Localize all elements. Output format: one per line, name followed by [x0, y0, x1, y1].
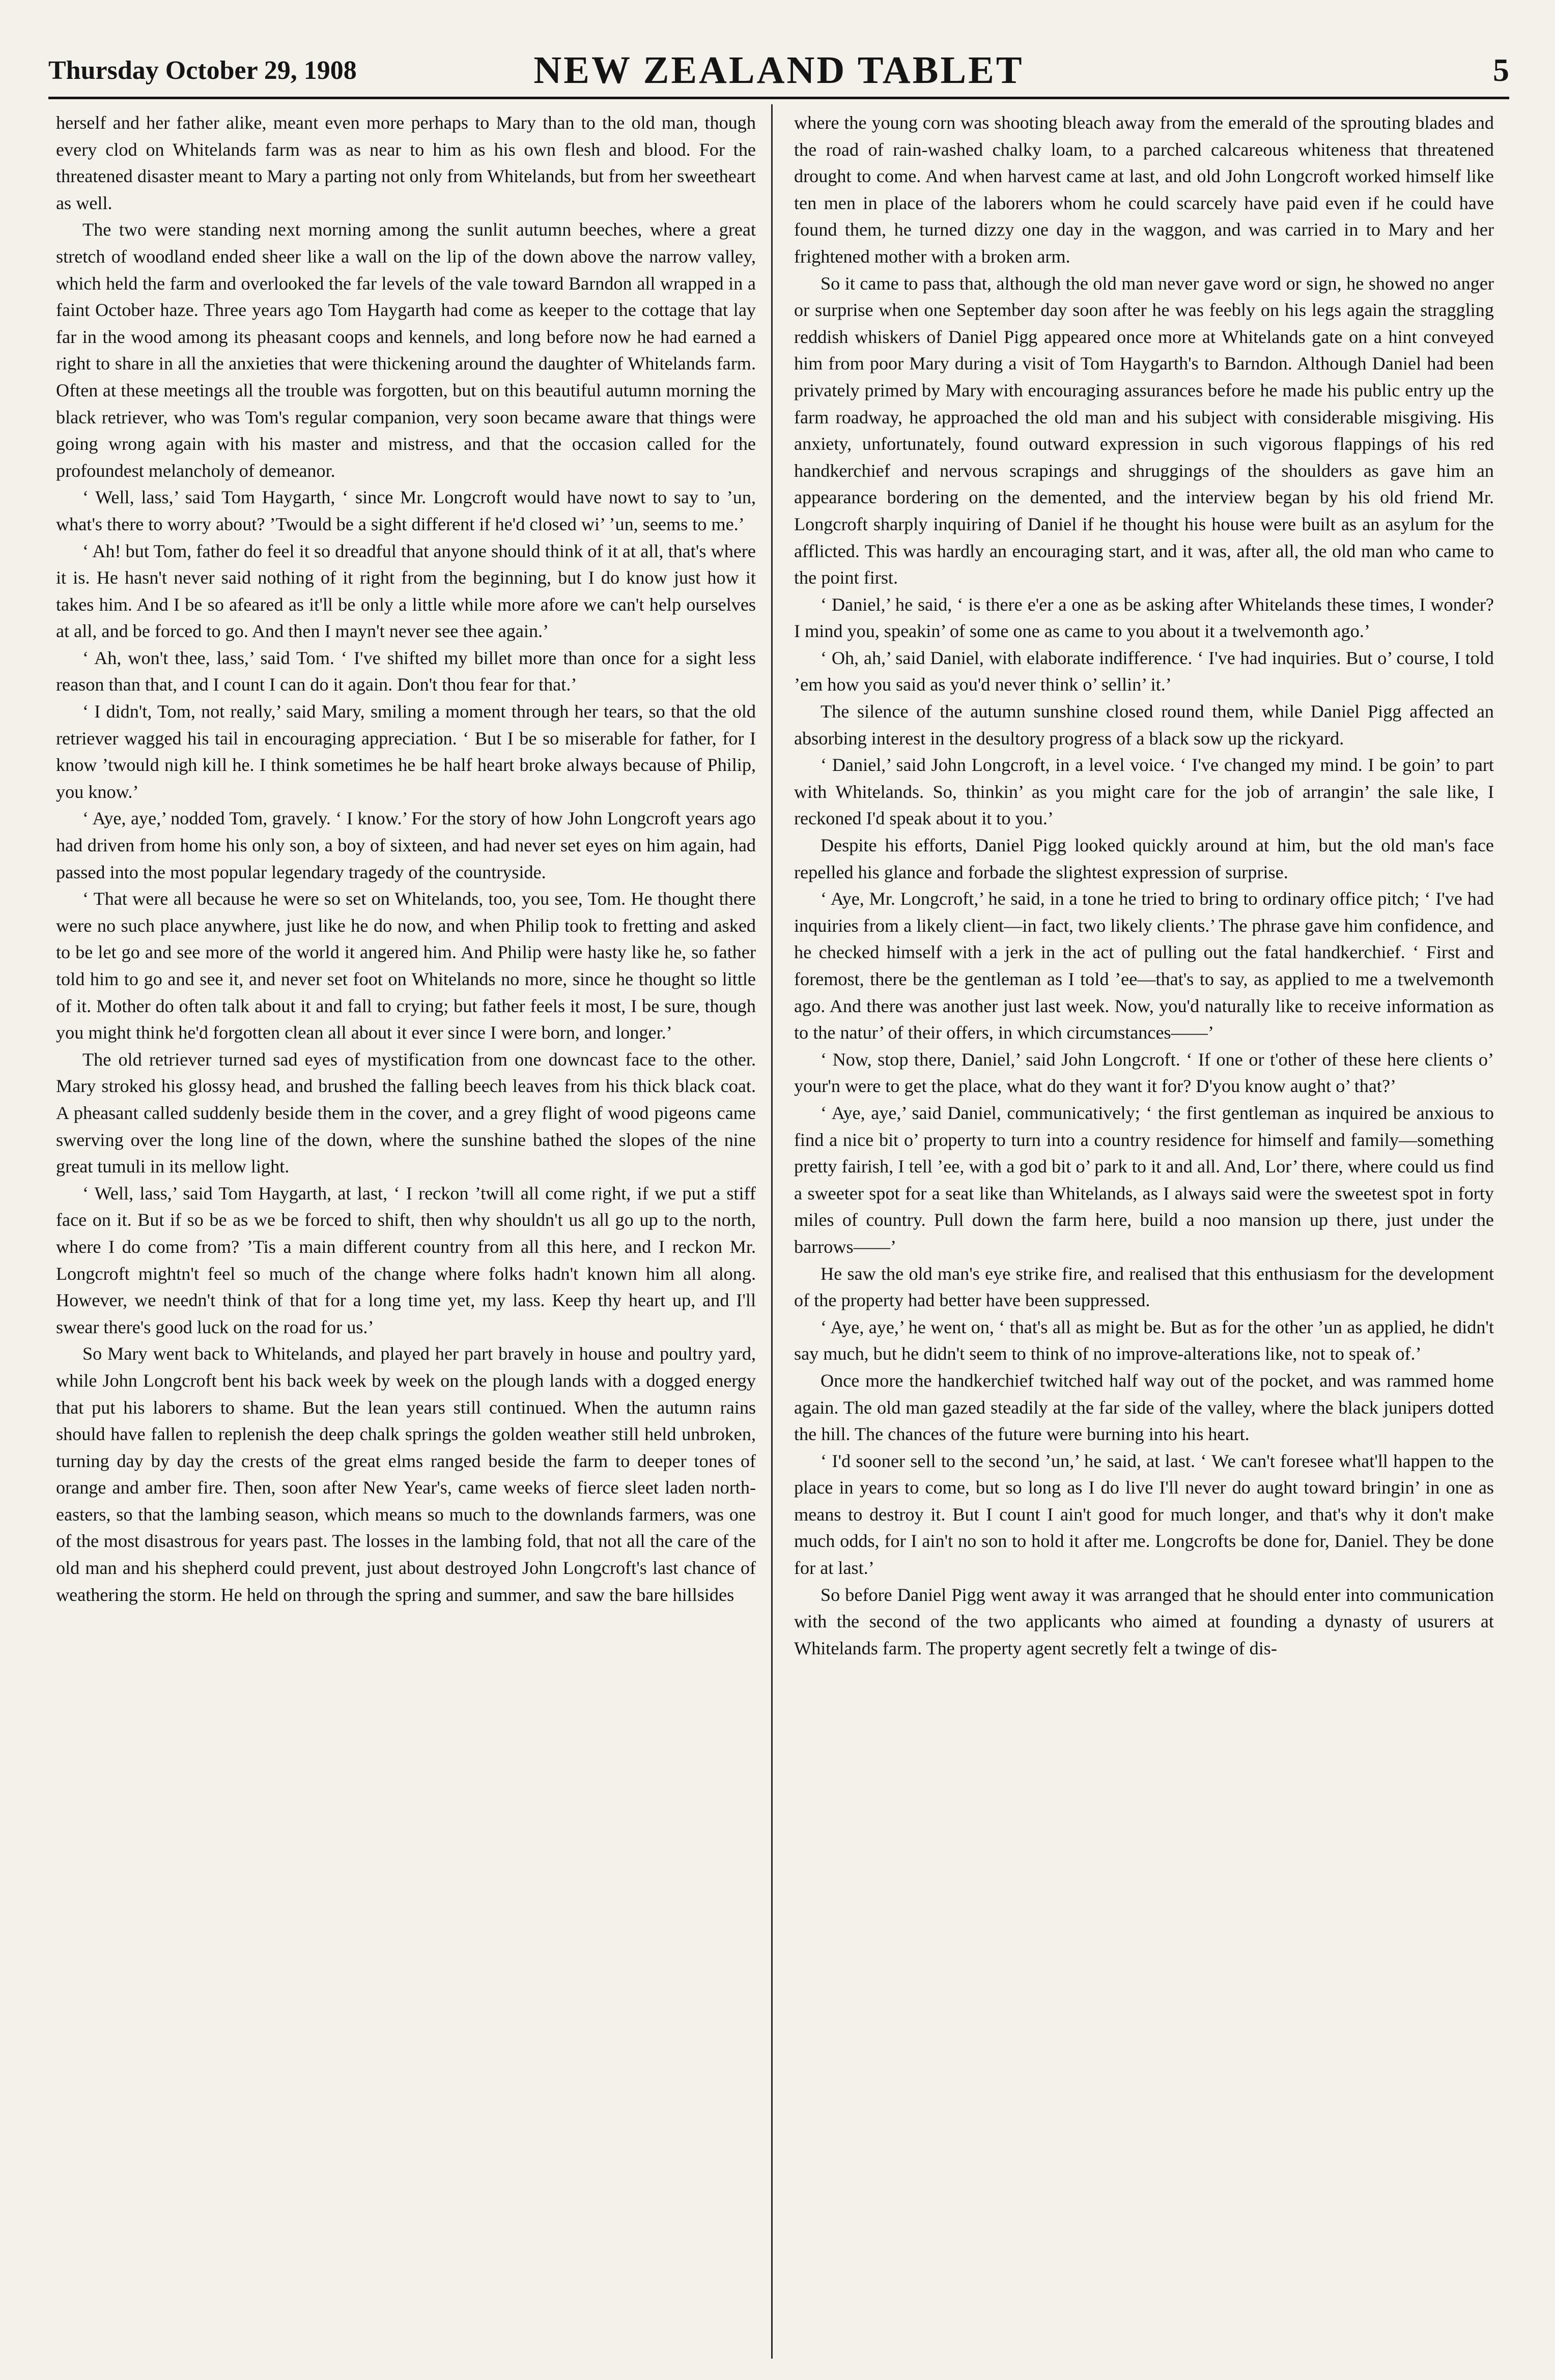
paragraph: ‘ Now, stop there, Daniel,’ said John Longcroft. ‘ If one or t'other of these here clients o’ your'n were to get the place, what do they want it for? D'you know aught o’ that?’ [794, 1049, 1494, 1097]
paragraph: ‘ Aye, aye,’ nodded Tom, gravely. ‘ I know.’ For the story of how John Longcroft years ago had driven from home his only son, a boy of sixteen, and had never set eyes on him again, had passed into the most popular legendary tragedy of the countryside. [56, 808, 756, 882]
paragraph: where the young corn was shooting bleach away from the emerald of the sprouting blades and the road of rain-washed chalky loam, to a parched calcareous whiteness that threatened drought to come. And when harvest came at last, and old John Longcroft worked himself like ten men in place of the laborers whom he could scarcely have paid even if he could have found them, he turned dizzy one day in the waggon, and was carried in to Mary and her frightened mother with a broken arm. [794, 112, 1494, 267]
paragraph: The old retriever turned sad eyes of mystification from one downcast face to the other. Mary stroked his glossy head, and brushed the falling beech leaves from his thick black coat. A pheasant called suddenly beside them in the cover, and a grey flight of wood pigeons came swerving over the long line of the down, where the sunshine bathed the slopes of the nine great tumuli in its mellow light. [56, 1049, 756, 1177]
paragraph: ‘ Ah, won't thee, lass,’ said Tom. ‘ I've shifted my billet more than once for a sight less reason than that, and I count I can do it again. Don't thou fear for that.’ [56, 647, 756, 695]
paragraph: ‘ Aye, aye,’ he went on, ‘ that's all as might be. But as for the other ’un as applied, he didn't say much, but he didn't seem to think of no improve-alterations like, not to speak of.’ [794, 1316, 1494, 1364]
paragraph: Despite his efforts, Daniel Pigg looked quickly around at him, but the old man's face repelled his glance and forbade the slightest expression of surprise. [794, 835, 1494, 882]
paragraph: The silence of the autumn sunshine closed round them, while Daniel Pigg affected an absorbing interest in the desultory progress of a black sow up the rickyard. [794, 701, 1494, 749]
paragraph: The two were standing next morning among the sunlit autumn beeches, where a great stretch of woodland ended sheer like a wall on the lip of the down above the narrow valley, which held the farm and overlooked the far levels of the vale toward Barndon all wrapped in a faint October haze. Three years ago Tom Haygarth had come as keeper to the cottage that lay far in the wood among its pheasant coops and kennels, and long before now he had earned a right to share in all the anxieties that were thickening around the daughter of Whitelands farm. Often at these meetings all the trouble was forgotten, but on this beautiful autumn morning the black retriever, who was Tom's regular companion, very soon became aware that things were going wrong again with his master and mistress, and that the occasion called for the profoundest melancholy of demeanor. [56, 219, 756, 481]
page-number: 5 [1493, 52, 1509, 88]
paragraph: ‘ That were all because he were so set on Whitelands, too, you see, Tom. He thought there were no such place anywhere, just like he do now, and when Philip took to fretting and asked to be let go and see more of the world it angered him. And Philip were hasty like he, so father told him to go and see it, and never set foot on Whitelands no more, since he thought so little of it. Mother do often talk about it and fall to crying; but father feels it most, I be sure, though you might think he'd forgotten clean all about it ever since I were born, and longer.’ [56, 888, 756, 1043]
header-rule [48, 97, 1509, 99]
paragraph: ‘ Oh, ah,’ said Daniel, with elaborate indifference. ‘ I've had inquiries. But o’ course, I told ’em how you said as you'd never think o’ sellin’ it.’ [794, 647, 1494, 695]
paragraph: So before Daniel Pigg went away it was arranged that he should enter into communication with the second of the two applicants who aimed at founding a dynasty of usurers at Whitelands farm. The property agent secretly felt a twinge of dis- [794, 1584, 1494, 1658]
paragraph: ‘ Daniel,’ said John Longcroft, in a level voice. ‘ I've changed my mind. I be goin’ to part with Whitelands. So, thinkin’ as you might care for the job of arrangin’ the sale like, I reckoned I'd speak about it to you.’ [794, 755, 1494, 829]
paragraph: ‘ I didn't, Tom, not really,’ said Mary, smiling a moment through her tears, so that the old retriever wagged his tail in encouraging appreciation. ‘ But I be so miserable for father, for I know ’twould nigh kill he. I think sometimes he be half heart broke always because of Philip, you know.’ [56, 701, 756, 802]
paragraph: ‘ Well, lass,’ said Tom Haygarth, at last, ‘ I reckon ’twill all come right, if we put a stiff face on it. But if so be as we be forced to shift, then why shouldn't us all go up to the north, where I do come from? ’Tis a main different country from all this here, and I reckon Mr. Longcroft mightn't feel so much of the change where folks hadn't known him all along. However, we needn't think of that for a long time yet, my lass. Keep thy heart up, and I'll swear there's good luck on the road for us.’ [56, 1183, 756, 1337]
column-divider [771, 104, 773, 2359]
left-column [56, 109, 756, 2359]
paragraph: ‘ Well, lass,’ said Tom Haygarth, ‘ since Mr. Longcroft would have nowt to say to ’un, what's there to worry about? ’Twould be a sight different if he'd closed wi’ ’un, seems to me.’ [56, 487, 756, 534]
paragraph: ‘ Aye, Mr. Longcroft,’ he said, in a tone he tried to bring to ordinary office pitch; ‘ I've had inquiries from a likely client—in fact, two likely clients.’ The phrase gave him confidence, and he checked himself with a jerk in the act of pulling out the fatal handkerchief. ‘ First and foremost, there be the gentleman as I told ’ee—that's to say, as applied to me a twelvemonth ago. And there was another just last week. Now, you'd naturally like to receive information as to the natur’ of their offers, in which circumstances——’ [794, 888, 1494, 1043]
issue-date: Thursday October 29, 1908 [48, 56, 357, 85]
page-header [48, 48, 1509, 99]
paragraph: So Mary went back to Whitelands, and played her part bravely in house and poultry yard, while John Longcroft bent his back week by week on the plough lands with a dogged energy that put his laborers to shame. But the lean years still continued. When the autumn rains should have fallen to replenish the deep chalk springs the golden weather still held unbroken, turning day by day the crests of the great elms ranged beside the farm to deeper tones of orange and amber fire. Then, soon after New Year's, came weeks of fierce sleet laden north-easters, so that the lambing season, which means so much to the downlands farmers, was one of the most disastrous for years past. The losses in the lambing fold, that not all the care of the old man and his shepherd could prevent, just about destroyed John Longcroft's last chance of weathering the storm. He held on through the spring and summer, and saw the bare hillsides [56, 1343, 756, 1605]
paragraph: He saw the old man's eye strike fire, and realised that this enthusiasm for the development of the property had better have been suppressed. [794, 1263, 1494, 1311]
right-column [794, 109, 1494, 2359]
paragraph: herself and her father alike, meant even more perhaps to Mary than to the old man, though every clod on Whitelands farm was as near to him as his own flesh and blood. For the threatened disaster meant to Mary a parting not only from Whitelands, but from her sweetheart as well. [56, 112, 756, 213]
newspaper-title: NEW ZEALAND TABLET [533, 49, 1024, 92]
paragraph: ‘ I'd sooner sell to the second ’un,’ he said, at last. ‘ We can't foresee what'll happen to the place in years to come, but so long as I do live I'll never do aught toward bringin’ in one as means to destroy it. But I count I ain't good for much longer, and that's why it don't make much odds, for I ain't no son to hold it after me. Longcrofts be done for, Daniel. They be done for at last.’ [794, 1450, 1494, 1579]
paragraph: Once more the handkerchief twitched half way out of the pocket, and was rammed home again. The old man gazed steadily at the far side of the valley, where the black junipers dotted the hill. The chances of the future were burning into his heart. [794, 1370, 1494, 1445]
paragraph: So it came to pass that, although the old man never gave word or sign, he showed no anger or surprise when one September day soon after he was feebly on his legs again the straggling reddish whiskers of Daniel Pigg appeared once more at Whitelands gate on a hint conveyed him from poor Mary during a visit of Tom Haygarth's to Barndon. Although Daniel had been privately primed by Mary with encouraging assurances before he made his public entry up the farm roadway, he approached the old man and his subject with considerable misgiving. His anxiety, unfortunately, found outward expression in such vigorous flappings of his red handkerchief and nervous scrapings and shruggings of the shoulders as gave him an appearance bordering on the demented, and the interview began by his old friend Mr. Longcroft sharply inquiring of Daniel if he thought his house were built as an asylum for the afflicted. This was hardly an encouraging start, and it was, after all, the old man who came to the point first. [794, 273, 1494, 588]
paragraph: ‘ Aye, aye,’ said Daniel, communicatively; ‘ the first gentleman as inquired be anxious to find a nice bit o’ property to turn into a country residence for himself and family—something pretty fairish, I tell ’ee, with a god bit o’ park to it and all. And, Lor’ there, where could us find a sweeter spot for a seat like than Whitelands, as I always said were the sweetest spot in forty miles of country. Pull down the farm here, build a noo mansion up there, just under the barrows——’ [794, 1102, 1494, 1257]
paragraph: ‘ Daniel,’ he said, ‘ is there e'er a one as be asking after Whitelands these times, I wonder? I mind you, speakin’ of some one as came to you about it a twelvemonth ago.’ [794, 594, 1494, 642]
paragraph: ‘ Ah! but Tom, father do feel it so dreadful that anyone should think of it at all, that's where it is. He hasn't never said nothing of it right from the beginning, but I do know just how it takes him. And I be so afeared as it'll be only a little while more afore we can't help ourselves at all, and be forced to go. And then I mayn't never see thee again.’ [56, 540, 756, 642]
